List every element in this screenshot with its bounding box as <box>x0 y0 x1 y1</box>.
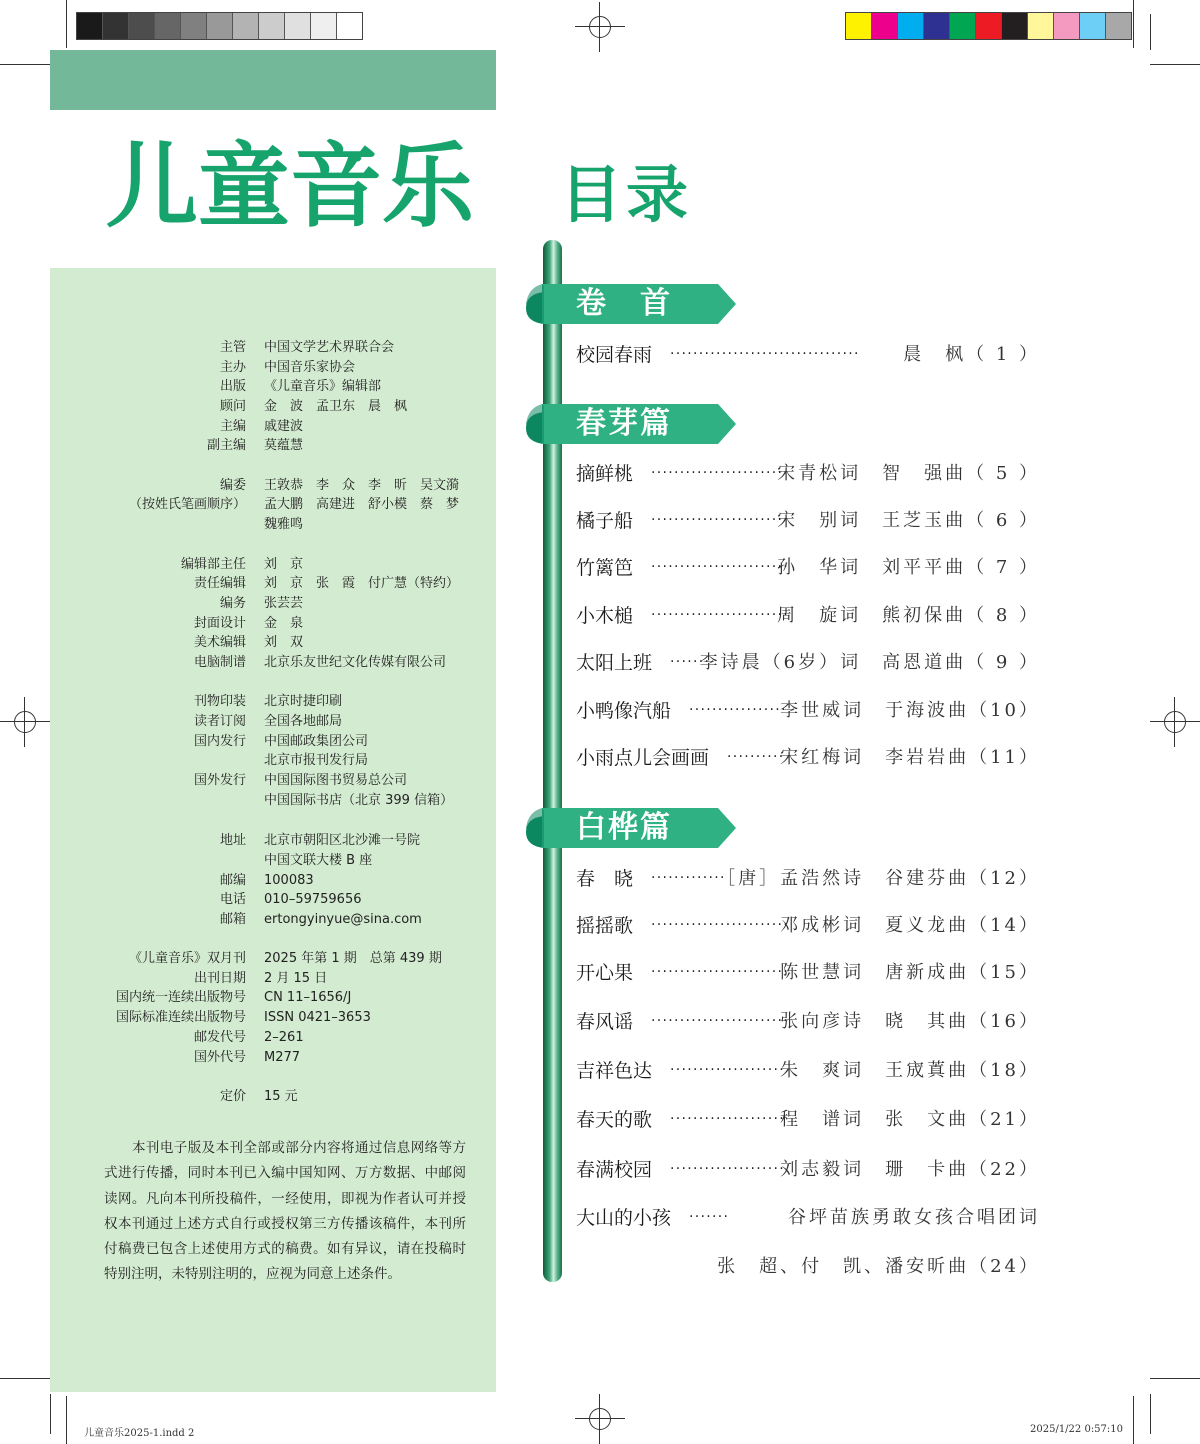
masthead-label: 主办 <box>219 360 246 375</box>
masthead-label: 出版 <box>219 379 246 394</box>
masthead-value: 魏雅鸣 <box>264 517 304 532</box>
toc-entry[interactable] <box>576 1155 1040 1185</box>
toc-entry[interactable] <box>576 864 1040 894</box>
masthead-value: 孟大鹏 高建进 舒小模 蔡 梦 <box>264 497 460 512</box>
color-swatch <box>923 13 949 39</box>
leader-dots: ························ <box>651 917 790 933</box>
gray-swatch <box>336 13 362 39</box>
masthead-label: 主管 <box>219 340 246 355</box>
toc-entry[interactable] <box>576 648 1040 678</box>
registration-mark-top <box>575 2 625 52</box>
gray-swatch <box>128 13 154 39</box>
masthead-value: 中国音乐家协会 <box>264 360 356 375</box>
color-swatch <box>897 13 923 39</box>
gray-swatch <box>77 13 102 39</box>
entry-title: 校园春雨 <box>576 344 653 366</box>
color-swatch <box>1079 13 1105 39</box>
leader-dots: ······· <box>689 1209 730 1225</box>
entry-credit: 李诗晨（6岁）词 高恩道曲（ 9 ） <box>699 652 1040 673</box>
masthead-value: CN 11–1656/J <box>264 990 352 1005</box>
masthead-value: 010–59759656 <box>264 892 362 907</box>
gray-swatch <box>154 13 180 39</box>
masthead-label: 地址 <box>219 833 246 848</box>
entry-title: 小木槌 <box>576 605 634 627</box>
masthead-label: 主编 <box>219 419 246 434</box>
entry-credit: 宋 别词 王芝玉曲（ 6 ） <box>777 510 1040 531</box>
toc-entry[interactable] <box>576 553 1040 583</box>
masthead-value: 中国国际图书贸易总公司 <box>264 773 408 788</box>
toc-title: 目录 <box>560 158 693 231</box>
masthead-label: 邮编 <box>219 873 246 888</box>
toc-entry[interactable] <box>576 1252 1040 1282</box>
entry-title: 吉祥色达 <box>576 1060 653 1082</box>
masthead-label: 刊物印装 <box>193 694 246 709</box>
masthead-value: 北京市报刊发行局 <box>264 753 369 768</box>
masthead-label: 国外发行 <box>193 773 246 788</box>
registration-mark-right <box>1150 697 1200 747</box>
masthead-value: 《儿童音乐》编辑部 <box>264 379 382 394</box>
masthead-value: 中国国际书店（北京 399 信箱） <box>264 793 454 808</box>
entry-credit: 宋红梅词 李岩岩曲（11） <box>780 747 1040 768</box>
toc-entry[interactable] <box>576 911 1040 941</box>
color-swatch <box>1001 13 1027 39</box>
color-calibration-bar <box>845 12 1132 40</box>
footer-timestamp: 2025/1/22 0:57:10 <box>1030 1424 1124 1435</box>
masthead-value: ertongyinyue@sina.com <box>264 912 422 927</box>
masthead-value: 刘 京 <box>264 557 304 572</box>
masthead-label: 国内统一连续出版物号 <box>115 990 246 1005</box>
entry-title: 开心果 <box>576 962 634 984</box>
entry-title: 小雨点儿会画画 <box>576 747 710 769</box>
masthead-value: 戚建波 <box>264 419 304 434</box>
color-swatch <box>1027 13 1053 39</box>
color-swatch <box>1105 13 1131 39</box>
entry-credit: 李世威词 于海波曲（10） <box>780 700 1040 721</box>
entry-credit: 邓成彬词 夏义龙曲（14） <box>780 915 1040 936</box>
color-swatch <box>1053 13 1079 39</box>
leader-dots: ············· <box>651 870 726 886</box>
masthead-value: 北京时捷印刷 <box>264 694 343 709</box>
entry-title: 竹篱笆 <box>576 557 634 579</box>
toc-entry[interactable] <box>576 958 1040 988</box>
toc-spine <box>543 240 562 1282</box>
masthead-label: 读者订阅 <box>193 714 246 729</box>
color-swatch <box>846 13 871 39</box>
masthead-label: （按姓氏笔画顺序） <box>128 497 246 512</box>
masthead-value: 中国文联大楼 B 座 <box>264 853 373 868</box>
entry-credit: 宋青松词 智 强曲（ 5 ） <box>777 463 1040 484</box>
footer-file-name: 儿童音乐2025-1.indd 2 <box>84 1428 195 1439</box>
leader-dots: ························ <box>651 465 790 481</box>
masthead-value: 15 元 <box>264 1089 298 1104</box>
masthead-label: 国内发行 <box>193 734 246 749</box>
toc-entry[interactable] <box>576 459 1040 489</box>
toc-entry[interactable] <box>576 1105 1040 1135</box>
masthead-label: 国际标准连续出版物号 <box>115 1010 246 1025</box>
leader-dots: ························ <box>651 512 790 528</box>
masthead-value: 北京乐友世纪文化传媒有限公司 <box>264 655 447 670</box>
toc-entry[interactable] <box>576 743 1040 773</box>
entry-title: 小鸭像汽船 <box>576 700 672 722</box>
masthead-label: 编辑部主任 <box>180 557 246 572</box>
section-title: 卷 首 <box>576 286 672 321</box>
masthead-value: ISSN 0421–3653 <box>264 1010 371 1025</box>
toc-entry[interactable] <box>576 696 1040 726</box>
toc-entry[interactable] <box>576 340 1040 370</box>
entry-credit: 谷坪苗族勇敢女孩合唱团词 <box>788 1207 1040 1228</box>
entry-credit: 陈世慧词 唐新成曲（15） <box>780 962 1040 983</box>
gray-swatch <box>206 13 232 39</box>
entry-credit: 晨 枫（ 1 ） <box>903 344 1040 365</box>
entry-credit: 周 旋词 熊初保曲（ 8 ） <box>777 605 1040 626</box>
toc-entry[interactable] <box>576 1056 1040 1086</box>
leader-dots: ·········· <box>727 749 785 765</box>
leader-dots: ························ <box>651 964 790 980</box>
section-banner <box>522 284 738 324</box>
masthead-value: 中国文学艺术界联合会 <box>264 340 395 355</box>
masthead-label: 责任编辑 <box>193 576 246 591</box>
masthead-value: 金 泉 <box>264 616 304 631</box>
entry-credit: 张向彦诗 晓 其曲（16） <box>780 1011 1040 1032</box>
entry-title: 春风谣 <box>576 1011 634 1033</box>
masthead-label: 编务 <box>219 596 246 611</box>
masthead-value: 张芸芸 <box>264 596 304 611</box>
leader-dots: ···················· <box>670 1111 786 1127</box>
entry-title: 摇摇歌 <box>576 915 634 937</box>
masthead-value: 2–261 <box>264 1030 304 1045</box>
masthead-value: 北京市朝阳区北沙滩一号院 <box>264 833 421 848</box>
entry-title: 春满校园 <box>576 1159 653 1181</box>
entry-credit: 程 谱词 张 文曲（21） <box>780 1109 1040 1130</box>
toc-entry[interactable] <box>576 1203 1040 1233</box>
masthead-value: 2025 年第 1 期 总第 439 期 <box>264 951 442 966</box>
header-bar <box>50 50 496 110</box>
leader-dots: ······· <box>670 654 711 670</box>
toc-entry[interactable] <box>576 506 1040 536</box>
masthead-label: 邮发代号 <box>193 1030 246 1045</box>
masthead-value: 2 月 15 日 <box>264 971 328 986</box>
masthead-label: 编委 <box>219 478 246 493</box>
entry-title: 大山的小孩 <box>576 1207 672 1229</box>
gray-swatch <box>258 13 284 39</box>
masthead-label: 电脑制谱 <box>193 655 246 670</box>
magazine-title: 儿童音乐 <box>106 133 475 240</box>
leader-dots: ···················· <box>670 1062 786 1078</box>
masthead-label: 定价 <box>219 1089 246 1104</box>
entry-title: 橘子船 <box>576 510 634 532</box>
masthead-label: 封面设计 <box>193 616 246 631</box>
masthead-value: M277 <box>264 1050 301 1065</box>
leader-dots: ···················· <box>670 1161 786 1177</box>
masthead-label: 出刊日期 <box>193 971 246 986</box>
entry-credit: 孙 华词 刘平平曲（ 7 ） <box>777 557 1040 578</box>
gray-swatch <box>284 13 310 39</box>
entry-credit: 张 超、付 凯、潘安昕曲（24） <box>717 1256 1040 1277</box>
masthead-label: 电话 <box>219 892 246 907</box>
entry-title: 春 晓 <box>576 868 634 890</box>
masthead-label: 美术编辑 <box>193 635 246 650</box>
registration-mark-bottom <box>575 1394 625 1444</box>
grayscale-calibration-bar <box>76 12 363 40</box>
color-swatch <box>949 13 975 39</box>
masthead-value: 莫蕴慧 <box>264 438 304 453</box>
masthead-value: 金 波 孟卫东 晨 枫 <box>264 399 408 414</box>
entry-credit: 刘志毅词 珊 卡曲（22） <box>780 1159 1040 1180</box>
masthead-label: 顾问 <box>219 399 246 414</box>
copyright-notice: 本刊电子版及本刊全部或部分内容将通过信息网络等方式进行传播，同时本刊已入编中国知网、万方数据、中邮阅读网。凡向本刊所投稿件，一经使用，即视为作者认可并授权本刊通过上述方式自行或授权第三方传播该稿件，本刊所付稿费已包含上述使用方式的稿费。如有异议，请在投稿时特别注明，未特别注明的，应视为同意上述条件。 <box>104 1140 466 1283</box>
gray-swatch <box>310 13 336 39</box>
gray-swatch <box>232 13 258 39</box>
section-title: 春芽篇 <box>576 406 672 441</box>
entry-credit: ［唐］孟浩然诗 谷建芬曲（12） <box>717 868 1040 889</box>
masthead-label: 副主编 <box>206 438 246 453</box>
masthead-value: 刘 双 <box>264 635 304 650</box>
entry-title: 摘鲜桃 <box>576 463 634 485</box>
entry-title: 太阳上班 <box>576 652 653 674</box>
masthead-value: 王敦恭 李 众 李 昕 吴文漪 <box>264 478 460 493</box>
gray-swatch <box>180 13 206 39</box>
masthead-value: 刘 京 张 霞 付广慧（特约） <box>264 576 460 591</box>
masthead-value: 100083 <box>264 873 314 888</box>
section-banner <box>522 404 738 444</box>
section-title: 白桦篇 <box>576 810 672 845</box>
masthead-label: 《儿童音乐》双月刊 <box>128 951 246 966</box>
leader-dots: ················· <box>689 702 787 718</box>
masthead-label: 国外代号 <box>193 1050 246 1065</box>
masthead-value: 全国各地邮局 <box>264 714 343 729</box>
masthead-value: 中国邮政集团公司 <box>264 734 369 749</box>
leader-dots: ································· <box>670 346 860 362</box>
leader-dots: ························ <box>651 1013 790 1029</box>
entry-credit: 朱 爽词 王宬蒖曲（18） <box>780 1060 1040 1081</box>
entry-title: 春天的歌 <box>576 1109 653 1131</box>
registration-mark-left <box>0 697 50 747</box>
toc-entry[interactable] <box>576 1007 1040 1037</box>
toc-entry[interactable] <box>576 601 1040 631</box>
color-swatch <box>871 13 897 39</box>
color-swatch <box>975 13 1001 39</box>
leader-dots: ························ <box>651 559 790 575</box>
gray-swatch <box>102 13 128 39</box>
masthead-label: 邮箱 <box>219 912 246 927</box>
leader-dots: ························ <box>651 607 790 623</box>
section-banner <box>522 808 738 848</box>
